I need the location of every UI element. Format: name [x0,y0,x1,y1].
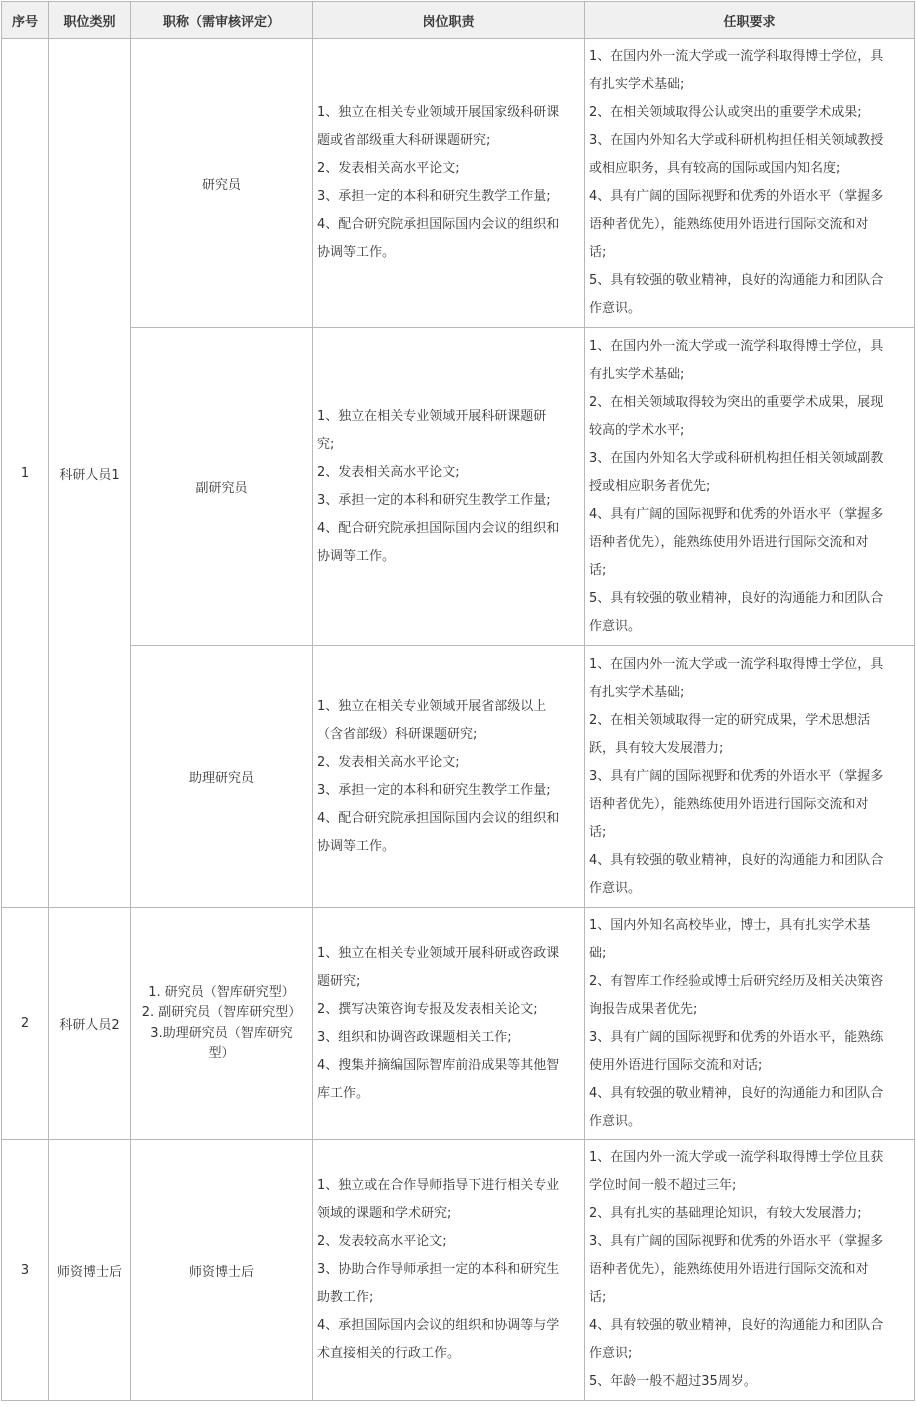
requirement-line: 话; [589,245,607,260]
requirements-cell [585,908,915,1140]
duty-line: 协调等工作。 [317,838,396,854]
requirement-line: 有扎实学术基础; [589,366,685,382]
requirement-line: 询报告成果者优先; [589,1001,698,1017]
category-cell: 师资博士后 [49,1140,131,1401]
requirement-line: 作意识。 [589,301,642,316]
requirement-line: 5、年龄一般不超过35周岁。 [589,1374,757,1389]
requirement-line: 语种者优先），能熟练使用外语进行国际交流和对 [589,217,869,232]
requirement-line: 语种者优先），能熟练使用外语进行国际交流和对 [589,796,869,812]
duty-line: 术直接相关的行政工作。 [317,1346,461,1361]
requirement-line: 或相应职务，具有较高的国际或国内知名度; [589,161,841,176]
requirement-line: 1、在国内外一流大学或一流学科取得博士学位，具 [589,656,884,672]
title-cell: 研究员 [131,39,313,328]
requirement-line: 使用外语进行国际交流和对话; [589,1057,763,1073]
duty-line: 4、搜集并摘编国际智库前沿成果等其他智 [317,1057,560,1073]
requirement-line: 学位时间一般不超过三年; [589,1178,737,1193]
requirement-line: 3、具有广阔的国际视野和优秀的外语水平，能熟练 [589,1029,884,1045]
requirement-line: 4、具有广阔的国际视野和优秀的外语水平（掌握多 [589,189,884,204]
requirement-line: 语种者优先），能熟练使用外语进行国际交流和对 [589,534,869,550]
positions-table [1,1,915,1401]
requirement-line: 4、具有较强的敬业精神，良好的沟通能力和团队合 [589,852,884,868]
requirement-line: 2、在相关领域取得公认或突出的重要学术成果; [589,105,862,120]
requirement-line: 3、在国内外知名大学或科研机构担任相关领域副教 [589,450,884,466]
requirement-line: 2、具有扎实的基础理论知识，有较大发展潜力; [589,1206,862,1221]
category-cell: 科研人员1 [49,39,131,908]
duty-line: 3、组织和协调咨政课题相关工作; [317,1029,512,1045]
requirements-cell [585,646,915,908]
duty-line: 1、独立在相关专业领域开展省部级以上 [317,698,547,714]
table-header-row [2,2,915,39]
duty-line: 4、配合研究院承担国际国内会议的组织和 [317,520,560,536]
requirement-line: 作意识。 [589,618,642,634]
requirements-cell [585,328,915,646]
requirements-cell [585,1140,915,1401]
duties-cell [313,39,585,328]
table-row [2,908,915,1140]
requirement-line: 2、有智库工作经验或博士后研究经历及相关决策咨 [589,973,884,989]
duty-line: 助教工作; [317,1290,374,1305]
requirement-line: 3、在国内外知名大学或科研机构担任相关领域教授 [589,133,884,148]
title-cell [131,908,313,1140]
requirement-line: 2、在相关领域取得一定的研究成果，学术思想活 [589,712,871,728]
title-line: 2. 副研究员（智库研究型） [141,1005,302,1020]
requirement-line: 作意识; [589,1346,633,1361]
category-cell: 科研人员2 [49,908,131,1140]
duty-line: 4、承担国际国内会议的组织和协调等与学 [317,1318,560,1333]
requirement-line: 1、在国内外一流大学或一流学科取得博士学位，具 [589,338,884,354]
requirement-line: 3、具有广阔的国际视野和优秀的外语水平（掌握多 [589,768,884,784]
requirement-line: 2、在相关领域取得较为突出的重要学术成果，展现 [589,394,884,410]
requirement-line: 1、在国内外一流大学或一流学科取得博士学位，具 [589,49,884,64]
duty-line: 1、独立在相关专业领域开展国家级科研课 [317,105,560,120]
requirement-line: 有扎实学术基础; [589,684,685,700]
title-cell: 助理研究员 [131,646,313,908]
seq-cell: 2 [2,908,49,1140]
requirement-line: 4、具有较强的敬业精神，良好的沟通能力和团队合 [589,1318,884,1333]
duty-line: 3、承担一定的本科和研究生教学工作量; [317,782,551,798]
requirement-line: 授或相应职务者优先; [589,478,711,494]
duty-line: 领域的课题和学术研究; [317,1206,452,1221]
requirement-line: 5、具有较强的敬业精神，良好的沟通能力和团队合 [589,273,884,288]
requirements-cell [585,39,915,328]
requirement-line: 作意识。 [589,880,642,896]
requirement-line: 话; [589,562,607,578]
requirement-line: 有扎实学术基础; [589,77,685,92]
header-requirements: 任职要求 [585,2,915,39]
title-cell: 副研究员 [131,328,313,646]
table-row [2,1140,915,1401]
requirement-line: 较高的学术水平; [589,422,685,438]
title-cell: 师资博士后 [131,1140,313,1401]
duties-cell [313,646,585,908]
duties-cell [313,1140,585,1401]
requirement-line: 1、国内外知名高校毕业，博士，具有扎实学术基 [589,917,871,933]
duty-line: 库工作。 [317,1085,370,1101]
requirement-line: 作意识。 [589,1113,642,1129]
duty-line: 4、配合研究院承担国际国内会议的组织和 [317,810,560,826]
requirement-line: 3、具有广阔的国际视野和优秀的外语水平（掌握多 [589,1234,884,1249]
requirement-line: 4、具有广阔的国际视野和优秀的外语水平（掌握多 [589,506,884,522]
duty-line: 3、承担一定的本科和研究生教学工作量; [317,189,551,204]
duty-line: 3、协助合作导师承担一定的本科和研究生 [317,1262,560,1277]
duty-line: 协调等工作。 [317,548,396,564]
duty-line: 究; [317,436,335,452]
duty-line: 2、发表相关高水平论文; [317,754,460,770]
duty-line: 题或省部级重大科研课题研究; [317,133,491,148]
requirement-line: 语种者优先），能熟练使用外语进行国际交流和对 [589,1262,869,1277]
header-category: 职位类别 [49,2,131,39]
table-row [2,39,915,328]
title-line: 1. 研究员（智库研究型） [148,984,295,1000]
requirement-line: 础; [589,945,607,961]
table-row [2,646,915,908]
requirement-line: 4、具有较强的敬业精神，良好的沟通能力和团队合 [589,1085,884,1101]
duty-line: 1、独立在相关专业领域开展科研课题研 [317,408,547,424]
duty-line: 1、独立在相关专业领域开展科研或咨政课 [317,945,560,961]
requirement-line: 跃，具有较大发展潜力; [589,740,724,756]
requirement-line: 5、具有较强的敬业精神，良好的沟通能力和团队合 [589,590,884,606]
requirement-line: 话; [589,824,607,840]
duty-line: 2、发表较高水平论文; [317,1234,447,1249]
duty-line: 2、撰写决策咨询专报及发表相关论文; [317,1001,538,1017]
requirement-line: 1、在国内外一流大学或一流学科取得博士学位且获 [589,1150,884,1165]
duty-line: 协调等工作。 [317,245,396,260]
seq-cell: 3 [2,1140,49,1401]
duties-cell [313,328,585,646]
table-row [2,328,915,646]
duty-line: 2、发表相关高水平论文; [317,464,460,480]
seq-cell: 1 [2,39,49,908]
duty-line: 4、配合研究院承担国际国内会议的组织和 [317,217,560,232]
duties-cell [313,908,585,1140]
duty-line: （含省部级）科研课题研究; [317,726,478,742]
duty-line: 1、独立或在合作导师指导下进行相关专业 [317,1178,560,1193]
requirement-line: 话; [589,1290,607,1305]
duty-line: 3、承担一定的本科和研究生教学工作量; [317,492,551,508]
title-line: 型） [208,1046,235,1061]
duty-line: 2、发表相关高水平论文; [317,161,460,176]
title-line: 3.助理研究员（智库研究 [150,1025,293,1041]
duty-line: 题研究; [317,973,361,989]
header-seq: 序号 [2,2,49,39]
header-title: 职称（需审核评定） [131,2,313,39]
header-duties: 岗位职责 [313,2,585,39]
